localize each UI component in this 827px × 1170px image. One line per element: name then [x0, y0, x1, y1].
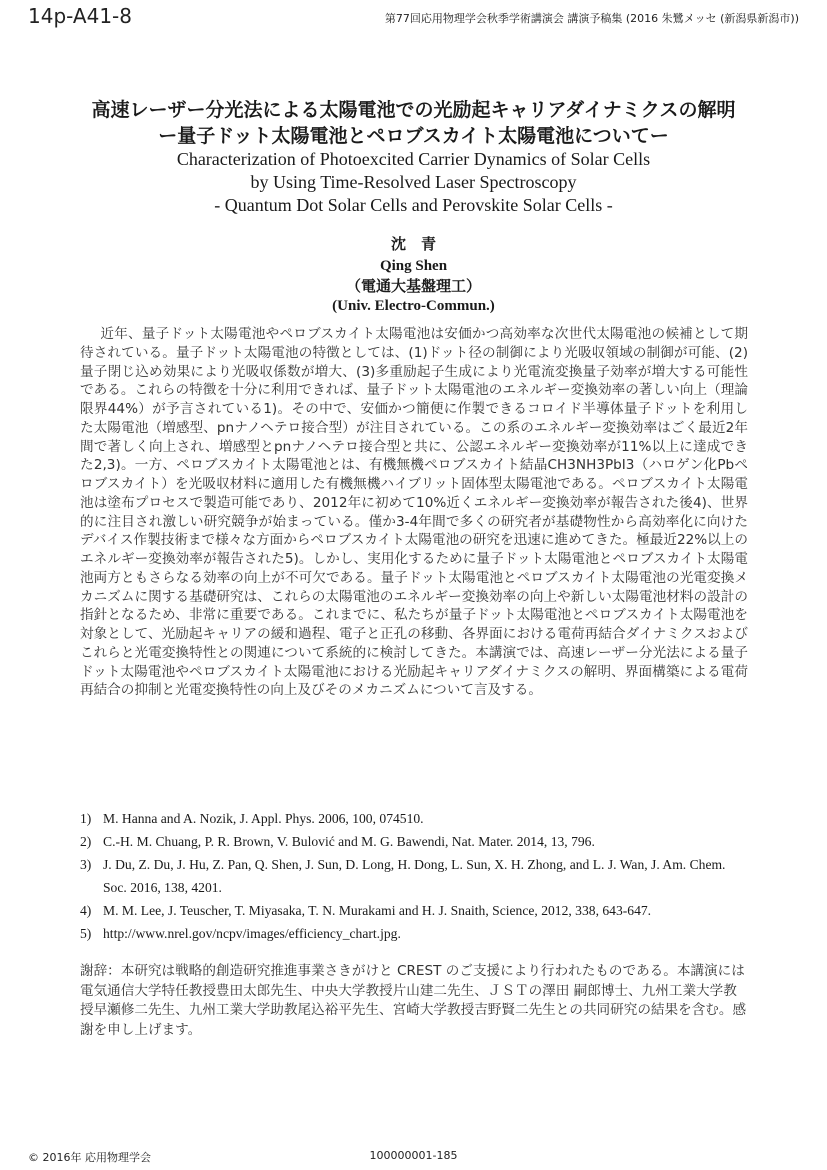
reference-item: 2) C.-H. M. Chuang, P. R. Brown, V. Bulović and M. G. Bawendi, Nat. Mater. 2014, 13, 796.	[80, 834, 595, 849]
title-en-line3: - Quantum Dot Solar Cells and Perovskite Solar Cells -	[214, 195, 613, 215]
proceedings-header: 第77回応用物理学会秋季学術講演会 講演予稿集 (2016 朱鷺メッセ (新潟県新潟市))	[384, 12, 799, 25]
session-code: 14p-A41-8	[28, 4, 132, 28]
reference-item: 4) M. M. Lee, J. Teuscher, T. Miyasaka, T. N. Murakami and H. J. Snaith, Science, 2012, 338, 643-647.	[80, 903, 652, 918]
acknowledgement: 謝辞：本研究は戦略的創造研究推進事業さきがけと CREST のご支援により行われたものである。本講演には電気通信大学特任教授豊田太郎先生、中央大学教授片山建二先生、ＪＳＴの澤田 嗣郎博士、九州工業大学教授早瀬修二先生、九州工業大学助教尾込裕平先生、宮崎大学教授吉野賢二先生との共同研究の結果を含む。感謝を申し上げます。	[80, 963, 747, 1038]
author-affiliation-en: (Univ. Electro-Commun.)	[332, 298, 495, 314]
footer-copyright: © 2016年 応用物理学会	[28, 1151, 151, 1164]
title-jp-line1: 高速レーザー分光法による太陽電池での光励起キャリアダイナミクスの解明	[91, 99, 736, 121]
title-en-line1: Characterization of Photoexcited Carrier Dynamics of Solar Cells	[176, 149, 651, 169]
abstract-body	[80, 325, 748, 700]
abstract-paragraph: 近年、量子ドット太陽電池やペロブスカイト太陽電池は安価かつ高効率な次世代太陽電池の候補として期待されている。量子ドット太陽電池の特徴としては、(1)ドット径の制御により光吸収領域の制御が可能、(2)量子閉じ込め効果により光吸収係数が増大、(3)多重励起子生成により光電流変換量子効率が増大する可能性である。これらの特徴を十分に利用できれば、量子ドット太陽電池のエネルギー変換効率の著しい向上（理論限界44%）が予言されている1)。その中で、安価かつ簡便に作製できるコロイド半導体量子ドットを利用した太陽電池（増感型、pnナノヘテロ接合型）が注目されている。この系のエネルギー変換効率はごく最近2年間で著しく向上され、増感型とpnナノヘテロ接合型と共に、公認エネルギー変換効率が11%以上に達成できた2,3)。一方、ペロブスカイト太陽電池とは、有機無機ペロブスカイト結晶CH3NH3PbI3（ハロゲン化Pbペロブスカイト）を光吸収材料に適用した有機無機ハイブリット固体型太陽電池である。ペロブスカイト太陽電池は塗布プロセスで製造可能であり、2012年に初めて10%近くエネルギー変換効率が報告された後4)、世界的に注目され激しい研究競争が始まっている。僅か3-4年間で多くの研究者が基礎物性から高効率化に向けたデバイス作製技術まで様々な方面からペロブスカイト太陽電池の研究を迅速に進めてきた。極最近22%以上のエネルギー変換効率が報告された5)。しかし、実用化するために量子ドット太陽電池とペロブスカイト太陽電池両方ともさらなる効率の向上が不可欠である。量子ドット太陽電池とペロブスカイト太陽電池の光電変換メカニズムに関する基礎研究は、これらの太陽電池のエネルギー変換効率の向上や新しい太陽電池材料の設計の指針となるため、非常に重要である。これまでに、私たちが量子ドット太陽電池とペロブスカイト太陽電池を対象として、光励起キャリアの緩和過程、電子と正孔の移動、各界面における電荷再結合ダイナミクスおよびこれらと光電変換特性との関連について系統的に検討してきた。本講演では、高速レーザー分光法による量子ドット太陽電池やペロブスカイト太陽電池における光励起キャリアダイナミクスの解明、界面構築による電荷再結合の抑制と光電変換特性の向上及びそのメカニズムについて言及する。	[80, 326, 748, 699]
title-en-line2: by Using Time-Resolved Laser Spectroscopy	[250, 172, 577, 192]
author-name-en: Qing Shen	[379, 258, 448, 274]
reference-item: 5) http://www.nrel.gov/ncpv/images/efficiency_chart.jpg.	[80, 926, 401, 941]
footer-page-id: 100000001-185	[369, 1149, 458, 1162]
reference-item: 1) M. Hanna and A. Nozik, J. Appl. Phys. 2006, 100, 074510.	[80, 811, 424, 826]
reference-list	[80, 807, 748, 945]
author-name-jp: 沈 青	[390, 235, 436, 253]
reference-item: 3) J. Du, Z. Du, J. Hu, Z. Pan, Q. Shen, J. Sun, D. Long, H. Dong, L. Sun, X. H. Zhong, and L. J. Wan, J. Am. Chem. Soc. 2016, 138, 4201.	[80, 857, 726, 895]
title-jp-line2: ー量子ドット太陽電池とペロブスカイト太陽電池についてー	[158, 125, 669, 147]
author-affiliation-jp: （電通大基盤理工）	[345, 277, 481, 295]
